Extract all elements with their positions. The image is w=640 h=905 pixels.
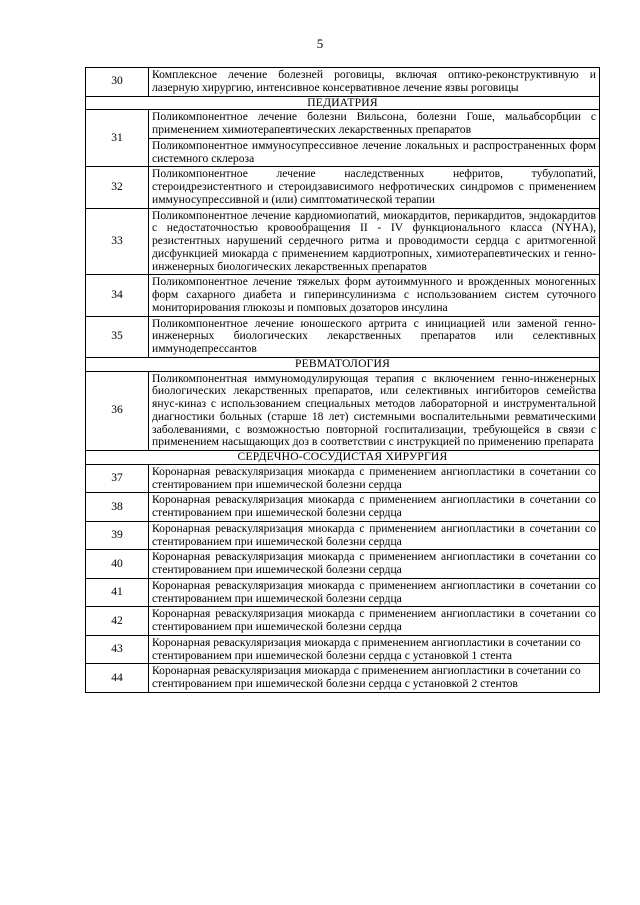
- row-number: 33: [86, 208, 149, 275]
- table-row: [86, 664, 600, 693]
- row-description: [149, 607, 600, 636]
- table-row: [86, 316, 600, 357]
- table-row: [86, 68, 600, 97]
- table-row: [86, 578, 600, 607]
- table-body: [86, 68, 600, 693]
- description-text: Поликомпонентное лечение болезни Вильсона, болезни Гоше, мальабсорбции с применением химиотерапевтических лекарственных препаратов: [152, 110, 596, 136]
- section-header-row: [86, 96, 600, 110]
- description-text: Коронарная реваскуляризация миокарда с применением ангиопластики в сочетании со стентированием при ишемической болезни сердца с установкой 1 стента: [152, 635, 581, 662]
- row-description: [149, 208, 600, 275]
- row-description: [149, 464, 600, 493]
- table-row: [86, 110, 600, 167]
- row-number: 35: [86, 316, 149, 357]
- table-row: [86, 521, 600, 550]
- row-description: [149, 275, 600, 316]
- description-text: Коронарная реваскуляризация миокарда с применением ангиопластики в сочетании со стентированием при ишемической болезни сердца: [152, 493, 596, 519]
- table-row: [86, 607, 600, 636]
- description-text: Поликомпонентное лечение юношеского артрита с инициацией или заменой генно-инженерных биологических лекарственных препаратов или селективных иммунодепрессантов: [152, 316, 596, 355]
- description-text: Поликомпонентное лечение наследственных нефритов, тубулопатий, стероидрезистентного и стероидзависимого нефротических синдромов с применением иммуносупрессивной и (или) симптоматической терапии: [152, 167, 596, 206]
- section-header-row: [86, 357, 600, 371]
- section-title: СЕРДЕЧНО-СОСУДИСТАЯ ХИРУРГИЯ: [86, 451, 600, 465]
- row-number: 30: [86, 68, 149, 97]
- row-description: [149, 635, 600, 664]
- row-description: [149, 371, 600, 451]
- services-table: [85, 67, 600, 693]
- row-description: [149, 664, 600, 693]
- table-row: [86, 493, 600, 522]
- description-text: Поликомпонентное лечение тяжелых форм аутоиммунного и врожденных моногенных форм сахарного диабета и гиперинсулинизма с использованием систем суточного мониторирования глюкозы и помповых дозаторов инсулина: [152, 275, 596, 314]
- description-text: Коронарная реваскуляризация миокарда с применением ангиопластики в сочетании со стентированием при ишемической болезни сердца: [152, 464, 596, 491]
- row-number: 38: [86, 493, 149, 522]
- row-number: 43: [86, 635, 149, 664]
- table-row: [86, 208, 600, 275]
- row-description: [149, 167, 600, 208]
- row-description: [149, 110, 600, 167]
- page-number: 5: [316, 36, 324, 51]
- row-description: [149, 578, 600, 607]
- row-number: 32: [86, 167, 149, 208]
- row-number: 42: [86, 607, 149, 636]
- row-number: 31: [86, 110, 149, 167]
- description-text: Комплексное лечение болезней роговицы, включая оптико-реконструктивную и лазерную хирургию, интенсивное консервативное лечение язвы роговицы: [152, 68, 596, 94]
- row-description: [149, 68, 600, 97]
- row-number: 39: [86, 521, 149, 550]
- table-row: [86, 550, 600, 579]
- description-text: Поликомпонентная иммуномодулирующая терапия с включением генно-инженерных биологических лекарственных препаратов, или селективных ингибиторов семейства янус-киназ с использованием специальных методов лабораторной и инструментальной диагностики больных (старше 18 лет) системными воспалительными ревматическими заболеваниями, с возможностью повторной госпитализации, требующейся в связи с применением насыщающих доз в соответствии с инструкцией по применению препарата: [152, 371, 596, 449]
- row-number: 36: [86, 371, 149, 451]
- table-row: [86, 635, 600, 664]
- row-number: 40: [86, 550, 149, 579]
- row-number: 37: [86, 464, 149, 493]
- description-text: Коронарная реваскуляризация миокарда с применением ангиопластики в сочетании со стентированием при ишемической болезни сердца: [152, 521, 596, 548]
- section-title: РЕВМАТОЛОГИЯ: [86, 357, 600, 371]
- row-description: [149, 493, 600, 522]
- row-number: 34: [86, 275, 149, 316]
- row-number: 41: [86, 578, 149, 607]
- description-text: Коронарная реваскуляризация миокарда с применением ангиопластики в сочетании со стентированием при ишемической болезни сердца: [152, 578, 596, 605]
- row-description: [149, 521, 600, 550]
- section-title: ПЕДИАТРИЯ: [86, 96, 600, 110]
- description-text: Коронарная реваскуляризация миокарда с применением ангиопластики в сочетании со стентированием при ишемической болезни сердца: [152, 550, 596, 576]
- table-row: [86, 464, 600, 493]
- row-number: 44: [86, 664, 149, 693]
- description-text: Поликомпонентное лечение кардиомиопатий, миокардитов, перикардитов, эндокардитов с недостаточностью кровообращения II - IV функционального класса (NYHA), резистентных нарушений сердечного ритма и проводимости сердца с аритмогенной дисфункцией миокарда с применением кардиотропных, химиотерапевтических и генно-инженерных биологических лекарственных препаратов: [152, 208, 596, 273]
- section-header-row: [86, 451, 600, 465]
- description-text: Коронарная реваскуляризация миокарда с применением ангиопластики в сочетании со стентированием при ишемической болезни сердца: [152, 607, 596, 633]
- row-description: [149, 316, 600, 357]
- table-row: [86, 371, 600, 451]
- table-row: [86, 275, 600, 316]
- description-text: Поликомпонентное иммуносупрессивное лечение локальных и распространенных форм системного склероза: [149, 138, 599, 166]
- table-row: [86, 167, 600, 208]
- row-description: [149, 550, 600, 579]
- description-text: Коронарная реваскуляризация миокарда с применением ангиопластики в сочетании со стентированием при ишемической болезни сердца с установкой 2 стентов: [152, 664, 581, 690]
